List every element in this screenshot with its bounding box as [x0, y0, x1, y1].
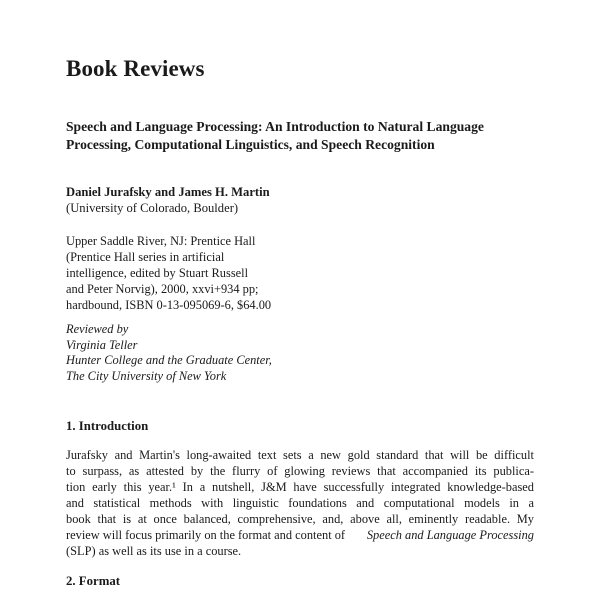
paragraph-text: review will focus primarily on the format and content of	[66, 528, 346, 542]
paragraph-line: Jurafsky and Martin's long-awaited text sets a new gold standard that will be difficult	[66, 448, 534, 462]
paragraph-line: book that is at once balanced, comprehensive, and, above all, eminently readable. My	[66, 512, 534, 526]
intro-heading: 1. Introduction	[66, 419, 149, 433]
paragraph-line: to surpass, as attested by the flurry of glowing reviews that accompanied its publica-	[66, 464, 534, 478]
book-title: Speech and Language Processing: An Introduction to Natural Language Processing, Computational Linguistics, and Speech Recognition	[66, 119, 484, 152]
publication-line: and Peter Norvig), 2000, xxvi+934 pp;	[66, 282, 259, 296]
paragraph-line: and statistical methods with linguistic foundations and computational models in a	[66, 496, 534, 510]
book-title-italic: Speech and Language Processing	[366, 528, 534, 542]
reviewer-affiliation: The City University of New York	[66, 368, 227, 383]
reviewer-name: Virginia Teller	[66, 337, 138, 352]
paragraph-line: tion early this year.¹ In a nutshell, J&M have successfully integrated knowledge-based	[66, 480, 534, 494]
reviewed-by-label: Reviewed by	[66, 322, 129, 336]
publication-info	[66, 233, 306, 313]
paragraph-line	[66, 527, 534, 543]
publication-line: hardbound, ISBN 0-13-095069-6, $64.00	[66, 298, 272, 312]
author-names: Daniel Jurafsky and James H. Martin	[66, 185, 270, 199]
author-block	[66, 184, 270, 216]
reviewer-affiliation: Hunter College and the Graduate Center,	[66, 353, 272, 367]
format-heading: 2. Format	[66, 574, 121, 588]
publication-line: Upper Saddle River, NJ: Prentice Hall	[66, 234, 256, 248]
section-heading: Book Reviews	[66, 56, 205, 81]
publication-line: intelligence, edited by Stuart Russell	[66, 266, 249, 280]
intro-paragraph	[66, 447, 534, 559]
reviewer-block	[66, 322, 366, 384]
paragraph-line: (SLP) as well as its use in a course.	[66, 544, 242, 558]
author-affiliation: (University of Colorado, Boulder)	[66, 201, 239, 215]
publication-line: (Prentice Hall series in artificial	[66, 250, 225, 264]
